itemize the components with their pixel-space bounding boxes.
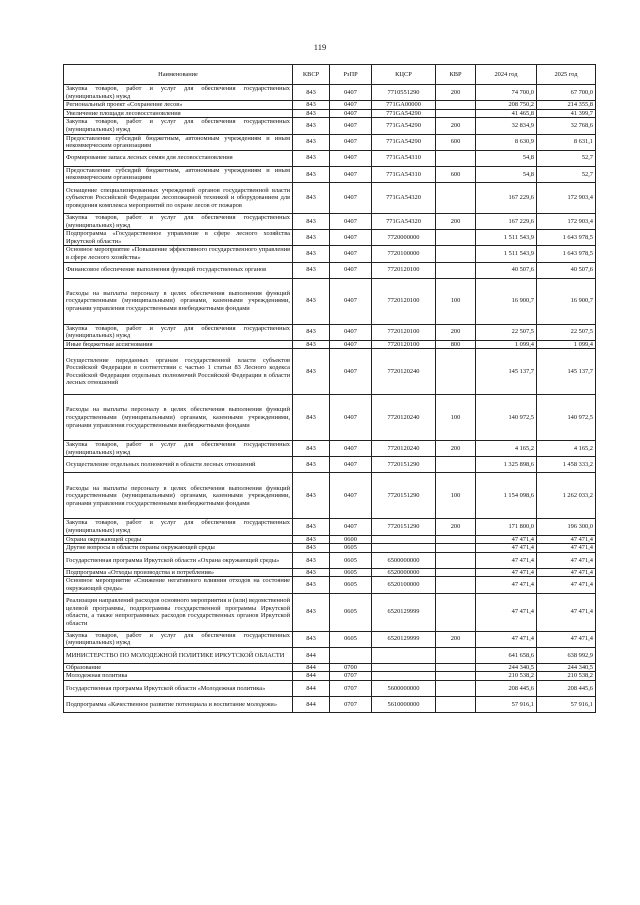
cell-2025: 145 137,7	[537, 349, 596, 395]
cell-kvr: 200	[436, 118, 476, 134]
cell-kcsr: 7720120240	[372, 395, 436, 441]
table-row	[64, 663, 596, 672]
cell-kcsr	[372, 647, 436, 663]
cell-2025: 47 471,4	[537, 552, 596, 568]
table-body	[64, 85, 596, 713]
cell-2025: 52,7	[537, 150, 596, 166]
cell-2024: 41 465,8	[476, 109, 537, 118]
cell-name: Оснащение специализированных учреждений органов государственной власти субъектов Российской Федерации лесопожарной техникой и оборудованием для проведения комплекса мероприятий по охране лесов от пожаров	[64, 182, 293, 213]
cell-kvsr: 843	[293, 324, 330, 340]
cell-2025: 1 458 333,2	[537, 457, 596, 473]
page-number: 119	[313, 42, 327, 52]
cell-rzpr: 0407	[330, 278, 372, 324]
cell-rzpr: 0407	[330, 150, 372, 166]
cell-rzpr: 0407	[330, 230, 372, 246]
table-row	[64, 166, 596, 182]
cell-kvr: 200	[436, 519, 476, 535]
cell-2024: 40 507,6	[476, 262, 537, 278]
table-row	[64, 535, 596, 544]
cell-kvsr: 843	[293, 577, 330, 593]
cell-kcsr	[372, 535, 436, 544]
cell-rzpr: 0605	[330, 552, 372, 568]
cell-rzpr: 0707	[330, 672, 372, 681]
cell-2025: 47 471,4	[537, 544, 596, 553]
cell-kvr	[436, 182, 476, 213]
cell-kvr	[436, 109, 476, 118]
cell-kcsr: 7720120100	[372, 278, 436, 324]
col-header-name: Наименование	[64, 65, 293, 85]
cell-kvr	[436, 552, 476, 568]
table-row	[64, 441, 596, 457]
cell-kvsr: 843	[293, 552, 330, 568]
table-row	[64, 324, 596, 340]
cell-name: Подпрограмма «Отходы производства и потребления»	[64, 568, 293, 577]
cell-kvsr: 843	[293, 166, 330, 182]
cell-name: Предоставление субсидий бюджетным, автономным учреждениям и иным некоммерческим организациям	[64, 134, 293, 150]
cell-name: Закупка товаров, работ и услуг для обеспечения государственных (муниципальных) нужд	[64, 213, 293, 229]
cell-kcsr: 6500000000	[372, 552, 436, 568]
cell-2025: 47 471,4	[537, 631, 596, 647]
cell-2025: 47 471,4	[537, 535, 596, 544]
table-row	[64, 109, 596, 118]
cell-kvr	[436, 230, 476, 246]
cell-name: Предоставление субсидий бюджетным, автономным учреждениям и иным некоммерческим организациям	[64, 166, 293, 182]
cell-2025: 196 300,0	[537, 519, 596, 535]
cell-kvr	[436, 262, 476, 278]
cell-2025: 140 972,5	[537, 395, 596, 441]
cell-2025: 638 992,9	[537, 647, 596, 663]
table-row	[64, 577, 596, 593]
cell-2024: 641 658,6	[476, 647, 537, 663]
cell-2024: 208 750,2	[476, 101, 537, 110]
cell-kvr	[436, 647, 476, 663]
cell-kvr	[436, 681, 476, 697]
cell-kcsr: 771GA54310	[372, 166, 436, 182]
cell-name: Расходы на выплаты персоналу в целях обеспечения выполнения функций государственными (муниципальными) органами, казенными учреждениями, органами управления государственными внебюджетными фондами	[64, 278, 293, 324]
cell-kvr: 800	[436, 340, 476, 349]
cell-kvsr: 843	[293, 85, 330, 101]
cell-2025: 47 471,4	[537, 568, 596, 577]
cell-kvsr: 843	[293, 631, 330, 647]
table-row	[64, 262, 596, 278]
cell-kvsr: 843	[293, 544, 330, 553]
table-row	[64, 134, 596, 150]
cell-kvsr: 843	[293, 519, 330, 535]
cell-2024: 8 630,9	[476, 134, 537, 150]
cell-2025: 214 355,8	[537, 101, 596, 110]
col-header-kvr: КВР	[436, 65, 476, 85]
cell-kcsr: 7720120240	[372, 349, 436, 395]
table-row	[64, 395, 596, 441]
cell-kvsr: 843	[293, 150, 330, 166]
cell-rzpr: 0605	[330, 631, 372, 647]
cell-name: Основное мероприятие «Снижение негативного влияния отходов на состояние окружающей среды»	[64, 577, 293, 593]
cell-kvr: 100	[436, 473, 476, 519]
cell-kvr	[436, 457, 476, 473]
table-row	[64, 85, 596, 101]
table-row	[64, 349, 596, 395]
cell-2025: 244 340,5	[537, 663, 596, 672]
cell-2024: 47 471,4	[476, 568, 537, 577]
cell-kvsr: 843	[293, 457, 330, 473]
cell-kvr: 200	[436, 324, 476, 340]
table-row	[64, 631, 596, 647]
cell-2024: 210 538,2	[476, 672, 537, 681]
table-row	[64, 593, 596, 631]
cell-2025: 8 631,1	[537, 134, 596, 150]
cell-kcsr	[372, 663, 436, 672]
cell-2025: 1 643 978,5	[537, 246, 596, 262]
cell-kcsr: 771GA54320	[372, 182, 436, 213]
cell-2024: 47 471,4	[476, 577, 537, 593]
cell-2024: 47 471,4	[476, 535, 537, 544]
cell-rzpr: 0407	[330, 349, 372, 395]
cell-name: Подпрограмма «Государственное управление в сфере лесного хозяйства Иркутской области»	[64, 230, 293, 246]
cell-kvsr: 843	[293, 278, 330, 324]
cell-kcsr	[372, 672, 436, 681]
cell-name: Иные бюджетные ассигнования	[64, 340, 293, 349]
cell-rzpr: 0407	[330, 441, 372, 457]
cell-name: Увеличение площади лесовосстановления	[64, 109, 293, 118]
cell-kcsr: 7720120240	[372, 441, 436, 457]
cell-kvr	[436, 672, 476, 681]
cell-name: Основное мероприятие «Повышение эффективного государственного управления в сфере лесного хозяйства»	[64, 246, 293, 262]
cell-2024: 1 511 543,9	[476, 246, 537, 262]
cell-name: Осуществление отдельных полномочий в области лесных отношений	[64, 457, 293, 473]
cell-kcsr: 7720120100	[372, 324, 436, 340]
cell-kvsr: 844	[293, 672, 330, 681]
cell-kcsr: 7720120100	[372, 340, 436, 349]
cell-kvr	[436, 535, 476, 544]
cell-name: Закупка товаров, работ и услуг для обеспечения государственных (муниципальных) нужд	[64, 441, 293, 457]
cell-2025: 47 471,4	[537, 593, 596, 631]
cell-rzpr: 0407	[330, 395, 372, 441]
cell-kcsr: 7720151290	[372, 519, 436, 535]
cell-kcsr: 771GA54310	[372, 150, 436, 166]
cell-kvsr: 843	[293, 262, 330, 278]
cell-kvr	[436, 101, 476, 110]
cell-kcsr: 771GA54320	[372, 213, 436, 229]
cell-kcsr: 7710551290	[372, 85, 436, 101]
cell-kvsr: 843	[293, 593, 330, 631]
cell-kvsr: 843	[293, 213, 330, 229]
cell-kcsr: 771GA54290	[372, 118, 436, 134]
cell-2025: 4 165,2	[537, 441, 596, 457]
col-header-rzpr: РзПР	[330, 65, 372, 85]
cell-kvr: 100	[436, 395, 476, 441]
table-row	[64, 647, 596, 663]
cell-name: Реализация направлений расходов основного мероприятия и (или) ведомственной целевой программы, подпрограммы государственной программы Иркутской области, а также непрограммных расходов государственных органов Иркутской области	[64, 593, 293, 631]
cell-2024: 244 340,5	[476, 663, 537, 672]
cell-kvr: 200	[436, 85, 476, 101]
cell-kvr	[436, 593, 476, 631]
cell-2024: 16 900,7	[476, 278, 537, 324]
cell-kvsr: 843	[293, 395, 330, 441]
table-row	[64, 230, 596, 246]
cell-2024: 22 507,5	[476, 324, 537, 340]
cell-kvsr: 844	[293, 647, 330, 663]
cell-2025: 172 903,4	[537, 213, 596, 229]
cell-name: Молодежная политика	[64, 672, 293, 681]
cell-rzpr: 0407	[330, 134, 372, 150]
cell-2024: 140 972,5	[476, 395, 537, 441]
cell-rzpr: 0407	[330, 118, 372, 134]
cell-2024: 32 834,9	[476, 118, 537, 134]
table-row	[64, 457, 596, 473]
cell-kvr: 200	[436, 441, 476, 457]
cell-rzpr	[330, 647, 372, 663]
cell-rzpr: 0407	[330, 262, 372, 278]
col-header-2024: 2024 год	[476, 65, 537, 85]
cell-kcsr: 5600000000	[372, 681, 436, 697]
cell-name: Государственная программа Иркутской области «Охрана окружающей среды»	[64, 552, 293, 568]
cell-kcsr: 771GA00000	[372, 101, 436, 110]
cell-name: Охрана окружающей среды	[64, 535, 293, 544]
cell-rzpr: 0407	[330, 182, 372, 213]
cell-name: Образование	[64, 663, 293, 672]
cell-2024: 167 229,6	[476, 182, 537, 213]
cell-2025: 40 507,6	[537, 262, 596, 278]
cell-name: Формирование запаса лесных семян для лесовосстановления	[64, 150, 293, 166]
table-row	[64, 672, 596, 681]
cell-name: МИНИСТЕРСТВО ПО МОЛОДЕЖНОЙ ПОЛИТИКЕ ИРКУТСКОЙ ОБЛАСТИ	[64, 647, 293, 663]
cell-kcsr: 6520129999	[372, 631, 436, 647]
cell-kvsr: 843	[293, 349, 330, 395]
cell-2025: 67 700,0	[537, 85, 596, 101]
table-row	[64, 246, 596, 262]
cell-2025: 47 471,4	[537, 577, 596, 593]
table-row	[64, 552, 596, 568]
cell-name: Финансовое обеспечение выполнения функций государственных органов	[64, 262, 293, 278]
cell-kvr	[436, 577, 476, 593]
cell-2024: 47 471,4	[476, 593, 537, 631]
cell-name: Государственная программа Иркутской области «Молодежная политика»	[64, 681, 293, 697]
cell-kvr: 100	[436, 278, 476, 324]
cell-rzpr: 0407	[330, 85, 372, 101]
cell-rzpr: 0605	[330, 593, 372, 631]
cell-name: Расходы на выплаты персоналу в целях обеспечения выполнения функций государственными (муниципальными) органами, казенными учреждениями, органами управления государственными внебюджетными фондами	[64, 473, 293, 519]
cell-kcsr: 6520000000	[372, 568, 436, 577]
cell-name: Закупка товаров, работ и услуг для обеспечения государственных (муниципальных) нужд	[64, 118, 293, 134]
cell-rzpr: 0600	[330, 535, 372, 544]
cell-kvsr: 843	[293, 109, 330, 118]
cell-name: Закупка товаров, работ и услуг для обеспечения государственных (муниципальных) нужд	[64, 631, 293, 647]
cell-rzpr: 0700	[330, 663, 372, 672]
cell-kcsr: 6520100000	[372, 577, 436, 593]
cell-kvr: 600	[436, 166, 476, 182]
cell-kvsr: 843	[293, 473, 330, 519]
table-row	[64, 150, 596, 166]
cell-kcsr: 6520129999	[372, 593, 436, 631]
cell-2025: 1 099,4	[537, 340, 596, 349]
cell-rzpr: 0605	[330, 577, 372, 593]
table-row	[64, 568, 596, 577]
cell-2025: 41 399,7	[537, 109, 596, 118]
table-row	[64, 697, 596, 713]
cell-kcsr: 7720120100	[372, 262, 436, 278]
cell-2025: 1 262 033,2	[537, 473, 596, 519]
cell-kvr: 600	[436, 134, 476, 150]
cell-kvsr: 843	[293, 568, 330, 577]
cell-kvsr: 843	[293, 246, 330, 262]
cell-2024: 145 137,7	[476, 349, 537, 395]
cell-rzpr: 0605	[330, 544, 372, 553]
cell-kcsr	[372, 544, 436, 553]
cell-kvsr: 844	[293, 663, 330, 672]
cell-2024: 167 229,6	[476, 213, 537, 229]
cell-rzpr: 0407	[330, 519, 372, 535]
cell-2024: 54,8	[476, 150, 537, 166]
cell-rzpr: 0407	[330, 166, 372, 182]
cell-rzpr: 0407	[330, 246, 372, 262]
table-row	[64, 340, 596, 349]
cell-kvr	[436, 697, 476, 713]
cell-2024: 208 445,6	[476, 681, 537, 697]
cell-kvr	[436, 544, 476, 553]
cell-rzpr: 0407	[330, 457, 372, 473]
cell-rzpr: 0407	[330, 109, 372, 118]
cell-name: Другие вопросы в области охраны окружающей среды	[64, 544, 293, 553]
cell-name: Закупка товаров, работ и услуг для обеспечения государственных (муниципальных) нужд	[64, 519, 293, 535]
cell-kcsr: 7720100000	[372, 246, 436, 262]
cell-kcsr: 7720151290	[372, 473, 436, 519]
cell-name: Закупка товаров, работ и услуг для обеспечения государственных (муниципальных) нужд	[64, 85, 293, 101]
table-row	[64, 473, 596, 519]
table-header-row	[64, 65, 596, 85]
cell-kvsr: 843	[293, 182, 330, 213]
cell-2025: 32 768,6	[537, 118, 596, 134]
cell-2024: 1 099,4	[476, 340, 537, 349]
cell-kcsr: 771GA54290	[372, 109, 436, 118]
cell-2024: 57 916,1	[476, 697, 537, 713]
cell-2025: 16 900,7	[537, 278, 596, 324]
cell-2024: 1 154 098,6	[476, 473, 537, 519]
cell-kvr	[436, 568, 476, 577]
cell-2024: 1 511 543,9	[476, 230, 537, 246]
cell-kvsr: 843	[293, 535, 330, 544]
col-header-kvsr: КВСР	[293, 65, 330, 85]
cell-2024: 54,8	[476, 166, 537, 182]
cell-name: Подпрограмма «Качественное развитие потенциала и воспитание молодежи»	[64, 697, 293, 713]
cell-2024: 47 471,4	[476, 552, 537, 568]
cell-2024: 4 165,2	[476, 441, 537, 457]
cell-name: Расходы на выплаты персоналу в целях обеспечения выполнения функций государственными (муниципальными) органами, казенными учреждениями, органами управления государственными внебюджетными фондами	[64, 395, 293, 441]
cell-2025: 172 903,4	[537, 182, 596, 213]
cell-kvsr: 843	[293, 340, 330, 349]
table-row	[64, 182, 596, 213]
table-row	[64, 213, 596, 229]
cell-kvsr: 843	[293, 441, 330, 457]
cell-rzpr: 0605	[330, 568, 372, 577]
cell-2025: 1 643 978,5	[537, 230, 596, 246]
cell-kvr	[436, 663, 476, 672]
cell-kvsr: 843	[293, 134, 330, 150]
cell-kvsr: 843	[293, 118, 330, 134]
cell-rzpr: 0407	[330, 340, 372, 349]
cell-kvsr: 844	[293, 697, 330, 713]
cell-kvr: 200	[436, 213, 476, 229]
table-row	[64, 101, 596, 110]
table-row	[64, 544, 596, 553]
cell-kcsr: 7720000000	[372, 230, 436, 246]
table-row	[64, 681, 596, 697]
cell-kcsr: 771GA54290	[372, 134, 436, 150]
cell-kvr	[436, 246, 476, 262]
table-row	[64, 519, 596, 535]
cell-2024: 171 800,0	[476, 519, 537, 535]
cell-kvsr: 843	[293, 101, 330, 110]
table-row	[64, 118, 596, 134]
cell-2025: 57 916,1	[537, 697, 596, 713]
cell-rzpr: 0707	[330, 681, 372, 697]
cell-name: Осуществление переданных органам государственной власти субъектов Российской Федерации в соответствии с частью 1 статьи 83 Лесного кодекса Российской Федерации отдельных полномочий Российской Федерации в области лесных отношений	[64, 349, 293, 395]
col-header-kcsr: КЦСР	[372, 65, 436, 85]
cell-2024: 47 471,4	[476, 544, 537, 553]
cell-2025: 52,7	[537, 166, 596, 182]
cell-kcsr: 5610000000	[372, 697, 436, 713]
cell-kcsr: 7720151290	[372, 457, 436, 473]
cell-2025: 210 538,2	[537, 672, 596, 681]
cell-kvsr: 844	[293, 681, 330, 697]
cell-2024: 1 325 898,6	[476, 457, 537, 473]
table-row	[64, 278, 596, 324]
cell-2024: 74 700,0	[476, 85, 537, 101]
col-header-2025: 2025 год	[537, 65, 596, 85]
cell-rzpr: 0407	[330, 324, 372, 340]
cell-kvr	[436, 150, 476, 166]
cell-rzpr: 0707	[330, 697, 372, 713]
cell-name: Закупка товаров, работ и услуг для обеспечения государственных (муниципальных) нужд	[64, 324, 293, 340]
cell-name: Региональный проект «Сохранение лесов»	[64, 101, 293, 110]
budget-table	[63, 64, 596, 713]
cell-kvr: 200	[436, 631, 476, 647]
cell-kvsr: 843	[293, 230, 330, 246]
cell-2024: 47 471,4	[476, 631, 537, 647]
cell-rzpr: 0407	[330, 213, 372, 229]
cell-2025: 22 507,5	[537, 324, 596, 340]
cell-kvr	[436, 349, 476, 395]
cell-rzpr: 0407	[330, 473, 372, 519]
cell-rzpr: 0407	[330, 101, 372, 110]
cell-2025: 208 445,6	[537, 681, 596, 697]
